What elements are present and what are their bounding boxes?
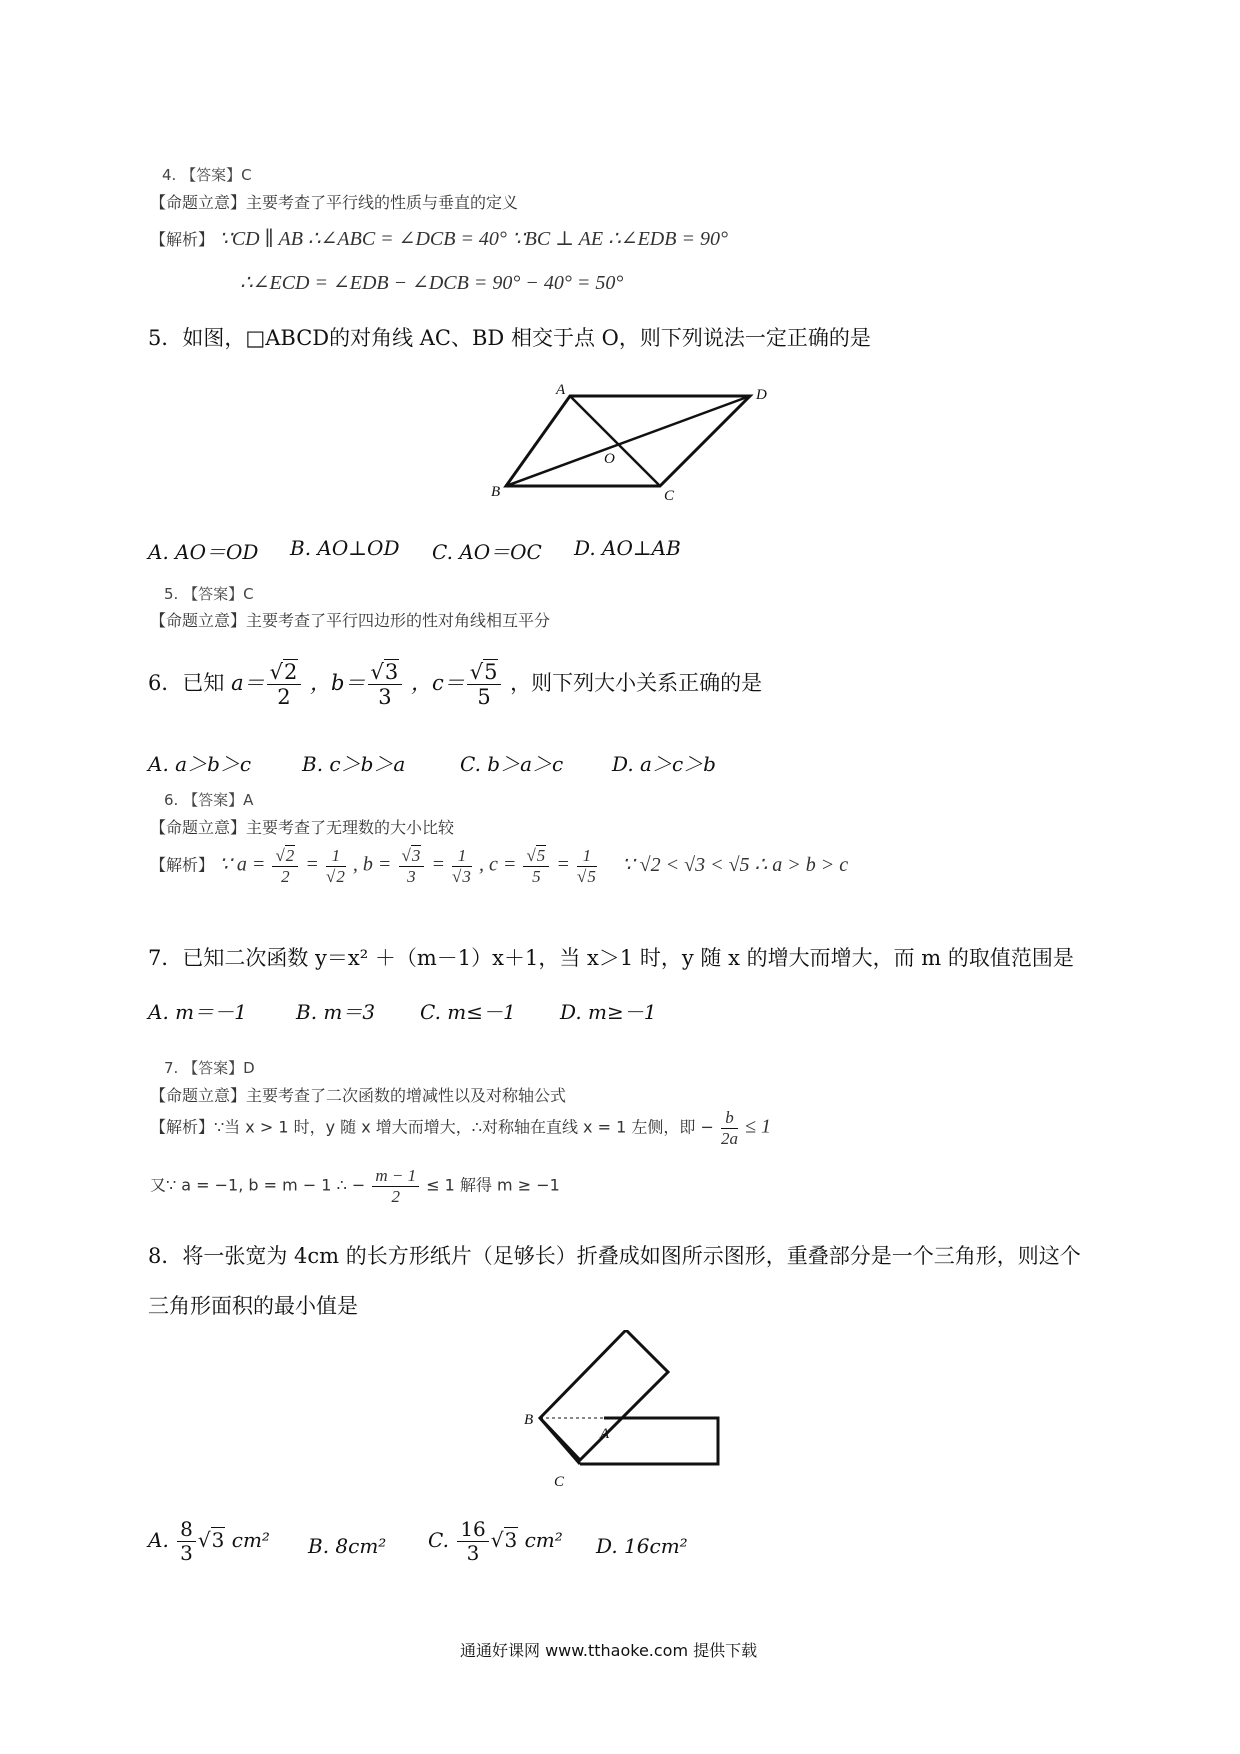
- q6-option-a: A. a＞b＞c: [148, 752, 252, 776]
- q8-question-line-2: 三角形面积的最小值是: [148, 1294, 358, 1318]
- q7-frac-b-num: b: [721, 1108, 738, 1129]
- q6-an-b: , b =: [352, 853, 392, 876]
- q4-intent: 【命题立意】主要考查了平行线的性质与垂直的定义: [150, 193, 519, 212]
- diagonal-bd: [506, 396, 750, 486]
- q7-option-b: B. m＝3: [296, 1000, 376, 1024]
- q6-question: [148, 660, 762, 709]
- q4-analysis-line-1: [150, 226, 728, 251]
- q6-an-frac-a2-den: √2: [325, 866, 345, 886]
- q6-an-frac-b2-num: 1: [452, 846, 472, 867]
- q6-analysis: [150, 846, 848, 886]
- q6-rad-5: 5: [484, 660, 498, 684]
- q6-an-rad-a2: 2: [336, 866, 345, 886]
- q6-prefix: 6．已知: [148, 671, 225, 696]
- q8-option-c-label: C.: [428, 1528, 449, 1552]
- q6-an-c: , c =: [478, 853, 517, 876]
- q6-an-frac-b2: [452, 846, 472, 886]
- q6-frac-b-den: 3: [378, 685, 392, 710]
- page-footer: 通通好课网 www.tthaoke.com 提供下载: [460, 1641, 758, 1660]
- q7-analysis-line-1: [150, 1108, 771, 1148]
- q6-frac-a-num: √2: [267, 660, 302, 685]
- q8-option-a-num: 8: [177, 1518, 196, 1542]
- q5-option-a: A. AO＝OD: [148, 540, 259, 564]
- label-c: C: [554, 1474, 565, 1490]
- q6-an-eq-c: =: [556, 853, 570, 876]
- q6-an-rad-b1: 3: [411, 846, 421, 865]
- q6-an-frac-b1: [399, 846, 425, 886]
- q5-option-b: B. AO⊥OD: [290, 536, 400, 560]
- q7-question: 7．已知二次函数 y＝x² ＋（m－1）x＋1，当 x＞1 时，y 随 x 的增大而增大，而 m 的取值范围是: [148, 946, 1074, 970]
- q8-option-c-unit: cm²: [524, 1528, 563, 1552]
- q6-an-frac-c1-num: √5: [523, 846, 549, 867]
- q6-an-frac-c1: [523, 846, 549, 886]
- segment-bc: [540, 1418, 580, 1464]
- q6-intent: 【命题立意】主要考查了无理数的大小比较: [150, 818, 455, 837]
- q6-c-eq: ，c＝: [410, 671, 465, 696]
- q6-option-c: C. b＞a＞c: [460, 752, 564, 776]
- q5-option-d: D. AO⊥AB: [574, 536, 681, 560]
- q6-an-rad-b2: 3: [462, 866, 471, 886]
- q7-frac-m-num: m − 1: [372, 1166, 419, 1187]
- q5-option-c: C. AO＝OC: [432, 540, 542, 564]
- q7-analysis-text-1: 【解析】∵当 x > 1 时，y 随 x 增大而增大，∴对称轴在直线 x = 1 左侧，即 −: [150, 1117, 714, 1137]
- q6-an-frac-a1: [272, 846, 298, 886]
- q8-option-a-label: A.: [148, 1528, 169, 1552]
- q7-frac-b-2a: [721, 1108, 738, 1148]
- q4-analysis-line-2: ∴∠ECD = ∠EDB − ∠DCB = 90° − 40° = 50°: [240, 272, 624, 294]
- q6-option-d: D. a＞c＞b: [612, 752, 716, 776]
- diagonal-ac: [570, 396, 660, 486]
- q6-an-eq-a: =: [305, 853, 319, 876]
- q8-option-a-den: 3: [180, 1541, 193, 1565]
- q5-question: 5．如图，□ABCD的对角线 AC、BD 相交于点 O，则下列说法一定正确的是: [148, 326, 871, 350]
- q6-suffix: ，则下列大小关系正确的是: [510, 671, 763, 696]
- label-b: B: [524, 1412, 534, 1428]
- label-a: A: [600, 1426, 610, 1442]
- q4-analysis-text-1: ∵CD ∥ AB ∴∠ABC = ∠DCB = 40° ∵BC ⊥ AE ∴∠EDB = 90°: [219, 228, 728, 250]
- q8-option-a-frac: [177, 1518, 196, 1565]
- label-b: B: [491, 484, 501, 500]
- q6-an-rad-a1: 2: [285, 846, 295, 865]
- q7-frac-m: [372, 1166, 419, 1206]
- q6-frac-a-den: 2: [277, 685, 291, 710]
- q8-option-a-unit: cm²: [231, 1528, 270, 1552]
- q6-an-frac-c2-num: 1: [577, 846, 597, 867]
- q8-option-a-root: √3: [197, 1528, 225, 1552]
- q6-an-tail: ∵ √2 < √3 < √5 ∴ a > b > c: [621, 853, 849, 876]
- q4-answer: 4. 【答案】C: [162, 166, 252, 184]
- q5-intent: 【命题立意】主要考查了平行四边形的性对角线相互平分: [150, 611, 551, 630]
- q8-option-c: [428, 1518, 563, 1565]
- q6-an-a: ∵ a =: [219, 853, 266, 876]
- q6-an-frac-c1-den: 5: [532, 866, 541, 886]
- q8-option-a: [148, 1518, 270, 1565]
- q7-analysis-tail: ≤ 1 解得 m ≥ −1: [426, 1175, 560, 1195]
- q6-rad-3: 3: [384, 660, 399, 684]
- q7-intent: 【命题立意】主要考查了二次函数的增减性以及对称轴公式: [150, 1086, 567, 1105]
- q6-rad-2: 2: [283, 660, 298, 684]
- q8-option-c-num: 16: [457, 1518, 488, 1542]
- q6-frac-c-num: √5: [467, 660, 502, 685]
- q6-frac-c: [467, 660, 502, 709]
- q6-an-frac-a2: [326, 846, 346, 886]
- q6-an-frac-b1-num: √3: [399, 846, 425, 867]
- q7-option-a: A. m＝－1: [148, 1000, 247, 1024]
- q8-option-b: B. 8cm²: [308, 1534, 387, 1558]
- q6-an-rad-c2: 5: [587, 866, 596, 886]
- q7-analysis-line-2: [150, 1166, 560, 1206]
- q6-a-eq: a＝: [231, 671, 265, 696]
- q6-an-rad-c1: 5: [536, 846, 546, 865]
- q6-an-frac-b1-den: 3: [407, 866, 416, 886]
- q8-option-c-frac: [457, 1518, 488, 1565]
- q6-an-frac-a1-num: √2: [272, 846, 298, 867]
- q6-an-frac-b2-den: √3: [452, 866, 471, 886]
- q6-an-frac-a1-den: 2: [281, 866, 290, 886]
- q4-analysis-label: 【解析】: [150, 230, 215, 249]
- q8-option-c-den: 3: [466, 1541, 480, 1565]
- q6-option-b: B. c＞b＞a: [302, 752, 406, 776]
- folded-paper-figure: [520, 1330, 730, 1490]
- q7-answer: 7. 【答案】D: [164, 1059, 255, 1077]
- q6-frac-a: [267, 660, 302, 709]
- q6-answer: 6. 【答案】A: [164, 791, 254, 809]
- q8-option-d: D. 16cm²: [596, 1534, 688, 1558]
- q8-option-a-rad: 3: [211, 1528, 225, 1552]
- label-o: O: [604, 451, 615, 467]
- q8-option-c-rad: 3: [504, 1528, 518, 1552]
- label-d: D: [756, 387, 767, 403]
- parallelogram-figure: [480, 380, 770, 510]
- q6-frac-b: [368, 660, 403, 709]
- q7-option-c: C. m≤－1: [420, 1000, 516, 1024]
- q6-an-frac-c2-den: √5: [576, 866, 596, 886]
- q6-an-eq-b: =: [431, 853, 445, 876]
- q7-analysis-text-2: 又∵ a = −1, b = m − 1 ∴ −: [150, 1175, 366, 1195]
- q5-answer: 5. 【答案】C: [164, 585, 254, 603]
- q8-option-c-root: √3: [490, 1528, 518, 1552]
- q6-b-eq: ，b＝: [310, 671, 366, 696]
- q7-option-d: D. m≥－1: [560, 1000, 657, 1024]
- q7-frac-b-den: 2a: [720, 1128, 738, 1148]
- label-c: C: [664, 488, 675, 504]
- q7-le-1: ≤ 1: [745, 1115, 772, 1138]
- q6-frac-c-den: 5: [477, 685, 491, 710]
- q6-an-frac-c2: [577, 846, 597, 886]
- q6-analysis-label: 【解析】: [150, 855, 215, 875]
- q7-frac-m-den: 2: [391, 1186, 400, 1206]
- q6-an-frac-a2-num: 1: [326, 846, 346, 867]
- q8-question-line-1: 8．将一张宽为 4cm 的长方形纸片（足够长）折叠成如图所示图形，重叠部分是一个三角形，则这个: [148, 1244, 1081, 1268]
- label-a: A: [556, 382, 566, 398]
- q6-frac-b-num: √3: [368, 660, 403, 685]
